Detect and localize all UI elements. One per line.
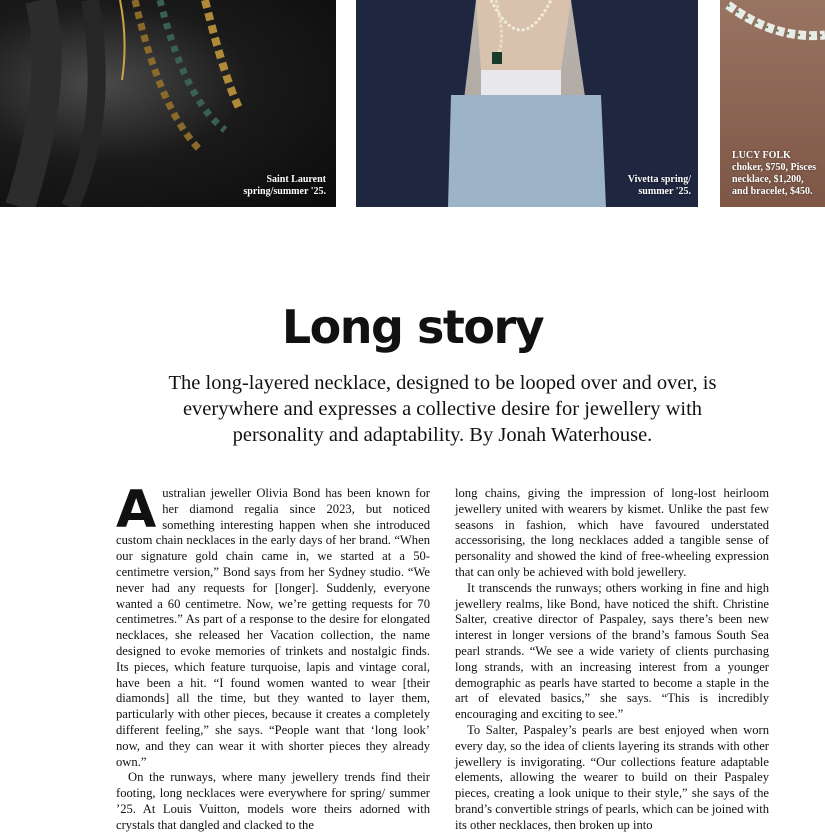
article-column-right	[455, 486, 769, 834]
article-headline: Long story	[281, 300, 544, 354]
article-standfirst: The long-layered necklace, designed to be looped over and over, is everywhere and expresses a collective desire for jewellery with personality and adaptability. By Jonah Waterhouse.	[168, 372, 717, 446]
photo-caption: LUCY FOLK choker, $750, Pisces necklace, $1,200, and bracelet, $450.	[732, 150, 817, 197]
article-paragraph: On the runways, where many jewellery trends find their footing, long necklaces were everywhere for spring/ summer ’25. At Louis Vuitton, models wore theirs adorned with crystals that dangled and clacked to the	[116, 770, 430, 832]
photo-caption: Saint Laurent spring/summer '25.	[243, 174, 326, 197]
photo-caption: Vivetta spring/ summer '25.	[627, 174, 691, 197]
article-paragraph: To Salter, Paspaley’s pearls are best enjoyed when worn every day, so the idea of clients layering its strands with other jewellery is invigorating. “Our collections feature adaptable elements, allowing the wearer to build on their Paspaley pieces, creating a look unique to their style,” she says of the brand’s convertible strings of pearls, which can be joined with its other necklaces, then broken up into	[455, 722, 769, 832]
paragraph-text: ustralian jeweller Olivia Bond has been known for her diamond regalia since 2023, but noticed something interesting happen when she introduced custom chain necklaces in the early days of her brand. “When our signature gold chain came in, we started at a 50-centimetre version,” Bond says from her Sydney studio. “We never had any requests for [longer]. Suddenly, everyone wanted a 60 centimetre. Now, we’re getting requests for 70 centimetres.” As part of a response to the desire for elongated necklaces, she released her Vacation collection, the name designed to evoke memories of trinkets and nostalgic finds. Its pieces, which feature turquoise, lapis and vintage coral, have been a hit. “I found women wanted to wear [their diamonds] all the time, but they wanted to layer them, particularly with other pieces, because it creates a completely different feeling,” she says. “People want that ‘long look’ now, and they can wear it with shorter pieces they already own.”	[116, 486, 430, 769]
photo-saint-laurent	[0, 0, 336, 207]
article-paragraph: It transcends the runways; others working in fine and high jewellery realms, like Bond, have noticed the shift. Christine Salter, creative director of Paspaley, says there’s been new interest in longer versions of the brand’s famous South Sea pearl strands. “We see a wide variety of clients purchasing long strands, with an increasing interest from a younger demographic as pearls have started to become a staple in the art of elevated basics,” she says. “This is incredibly encouraging and exciting to see.”	[455, 580, 769, 722]
article-paragraph	[116, 480, 430, 770]
photo-vivetta	[356, 0, 698, 207]
article-column-left	[116, 480, 430, 834]
drop-cap: A	[116, 480, 157, 540]
article-paragraph: long chains, giving the impression of long-lost heirloom jewellery united with wearers by kismet. Unlike the past few seasons in fashion, which have favoured understated accessorising, the long necklaces added a tangible sense of personality and showed the kind of free-wheeling expression that can only be achieved with bold jewellery.	[455, 486, 769, 579]
photo-lucy-folk	[720, 0, 825, 207]
